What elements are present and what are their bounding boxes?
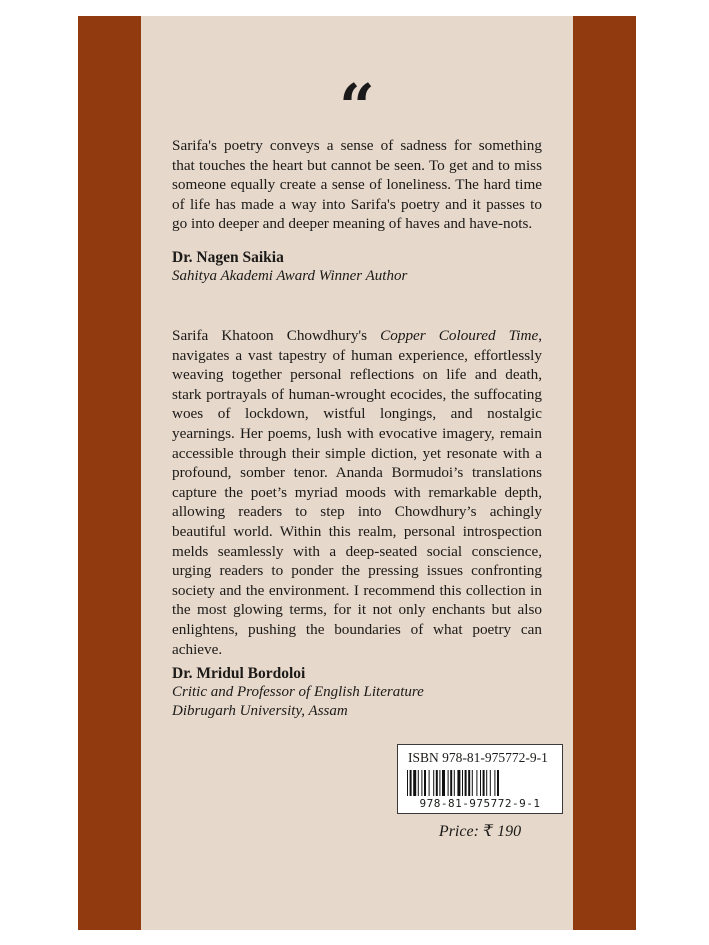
back-cover xyxy=(78,16,636,930)
review-2-author: Dr. Mridul Bordoloi xyxy=(172,665,306,682)
quotation-mark-icon: “ xyxy=(339,70,375,143)
right-color-band xyxy=(573,16,636,930)
review-1-author-role: Sahitya Akademi Award Winner Author xyxy=(172,268,408,284)
review-1-text: Sarifa's poetry conveys a sense of sadness for something that touches the heart but cannot be seen. To get and to miss someone equally create a sense of loneliness. The hard time of life has made a way into Sarifa's poetry and it passes to go into deeper and deeper meaning of haves and have-nots. xyxy=(172,137,542,233)
barcode-icon xyxy=(407,770,553,796)
isbn-digits: 978-81-975772-9-1 xyxy=(419,797,541,810)
review-2-body: , navigates a vast tapestry of human experience, effortlessly weaving together personal reflections on life and death, stark portrayals of human-wrought ecocides, the suffocating woes of lockdown, wistful longings, and nostalgic yearnings. Her poems, lush with evocative imagery, remain accessible through their simple diction, yet resonate with a profound, somber tenor. Ananda Bormudoi’s translations capture the poet’s myriad moods with remarkable depth, allowing readers to step into Chowdhury’s achingly beautiful world. Within this realm, personal introspection melds seamlessly with a deep-seated social conscience, urging readers to ponder the pressing issues confronting society and the environment. I recommend this collection in the most glowing terms, for it not only enchants but also enlightens, pushing the boundaries of what poetry can achieve. xyxy=(172,327,542,658)
isbn-label: ISBN 978-81-975772-9-1 xyxy=(408,750,548,765)
review-2-author-role: Critic and Professor of English Literature xyxy=(172,684,424,700)
price-label: Price: ₹ 190 xyxy=(438,823,522,840)
left-color-band xyxy=(78,16,141,930)
review-2-text xyxy=(172,326,542,659)
review-1-author: Dr. Nagen Saikia xyxy=(172,249,284,266)
review-2-lead: Sarifa Khatoon Chowdhury's xyxy=(172,327,381,344)
text-panel xyxy=(172,16,548,930)
isbn-barcode-block xyxy=(397,744,563,814)
book-title: Copper Coloured Time xyxy=(380,327,539,344)
review-2-author-affiliation: Dibrugarh University, Assam xyxy=(172,703,348,719)
